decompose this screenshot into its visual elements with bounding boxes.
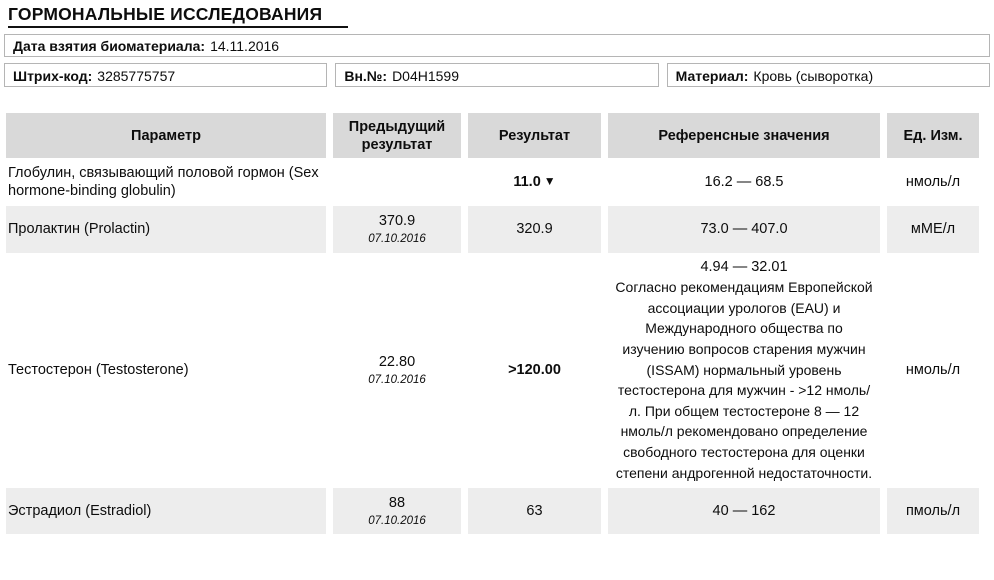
table-row: [6, 253, 979, 488]
results-table-body: [6, 158, 979, 534]
barcode-value: 3285775757: [97, 67, 176, 84]
biomaterial-date-row: [4, 34, 990, 57]
biomaterial-date-box: [4, 34, 990, 57]
previous-result-cell: [333, 488, 461, 534]
barcode-label: Штрих-код:: [13, 67, 93, 84]
sample-meta-row: [4, 63, 990, 87]
unit-cell: пмоль/л: [887, 488, 979, 534]
previous-result-date: 07.10.2016: [368, 514, 426, 527]
column-header-units: Ед. Изм.: [887, 113, 979, 158]
parameter-name: Глобулин, связывающий половой гормон (Sex hormone-binding globulin): [6, 158, 326, 206]
biomaterial-date-label: Дата взятия биоматериала:: [13, 38, 206, 55]
unit-cell: нмоль/л: [887, 253, 979, 488]
parameter-name: Тестостерон (Testosterone): [6, 253, 326, 488]
previous-result-cell: [333, 253, 461, 488]
internal-number-box: [335, 63, 658, 87]
internal-number-value: D04H1599: [392, 67, 459, 84]
low-value-arrow-icon: ▼: [543, 173, 556, 188]
result-value: 11.0: [513, 173, 541, 190]
parameter-name: Пролактин (Prolactin): [6, 206, 326, 253]
page-title: ГОРМОНАЛЬНЫЕ ИССЛЕДОВАНИЯ: [8, 5, 348, 28]
material-label: Материал:: [675, 67, 749, 84]
table-header-row: [6, 113, 979, 158]
table-row: [6, 488, 979, 534]
result-cell: [468, 206, 601, 253]
previous-result-cell: [333, 206, 461, 253]
previous-result-date: 07.10.2016: [368, 374, 426, 387]
column-header-reference-values: Референсные значения: [608, 113, 880, 158]
column-header-previous-result: Предыдущий результат: [333, 113, 461, 158]
result-value: 320.9: [516, 221, 553, 238]
reference-range: 4.94 — 32.01: [700, 259, 788, 276]
unit-cell: нмоль/л: [887, 158, 979, 206]
reference-values-cell: [608, 488, 880, 534]
barcode-box: [4, 63, 327, 87]
previous-result-value: 22.80: [378, 354, 416, 371]
reference-values-cell: [608, 253, 880, 488]
previous-result-value: 370.9: [378, 213, 416, 230]
result-cell: [468, 488, 601, 534]
reference-range: 40 — 162: [712, 502, 776, 519]
result-cell: [468, 253, 601, 488]
result-cell: [468, 158, 601, 206]
previous-result-value: 88: [388, 494, 406, 511]
result-value: 63: [526, 502, 543, 519]
parameter-name: Эстрадиол (Estradiol): [6, 488, 326, 534]
result-value: >120.00: [508, 362, 561, 379]
internal-number-label: Вн.№:: [344, 67, 388, 84]
column-header-result: Результат: [468, 113, 601, 158]
previous-result-date: 07.10.2016: [368, 233, 426, 246]
reference-values-cell: [608, 206, 880, 253]
biomaterial-date-value: 14.11.2016: [210, 38, 280, 55]
reference-values-cell: [608, 158, 880, 206]
reference-note: Согласно рекомендациям Европейской ассоциации урологов (EAU) и Международного общества по изучению вопросов старения мужчин (ISSAM) нормальный уровень тестостерона для мужчин - >12 нмоль/л. При общем тестостероне 8 — 12 нмоль/л рекомендовано определение свободного тестостерона для оценки степени андрогенной недостаточности.: [615, 279, 873, 481]
table-row: [6, 158, 979, 206]
reference-range: 16.2 — 68.5: [704, 173, 784, 190]
material-box: [667, 63, 990, 87]
table-row: [6, 206, 979, 253]
previous-result-cell: [333, 158, 461, 206]
unit-cell: мМЕ/л: [887, 206, 979, 253]
column-header-parameter: Параметр: [6, 113, 326, 158]
results-table: [0, 113, 986, 534]
material-value: Кровь (сыворотка): [753, 67, 874, 84]
reference-range: 73.0 — 407.0: [700, 221, 788, 238]
